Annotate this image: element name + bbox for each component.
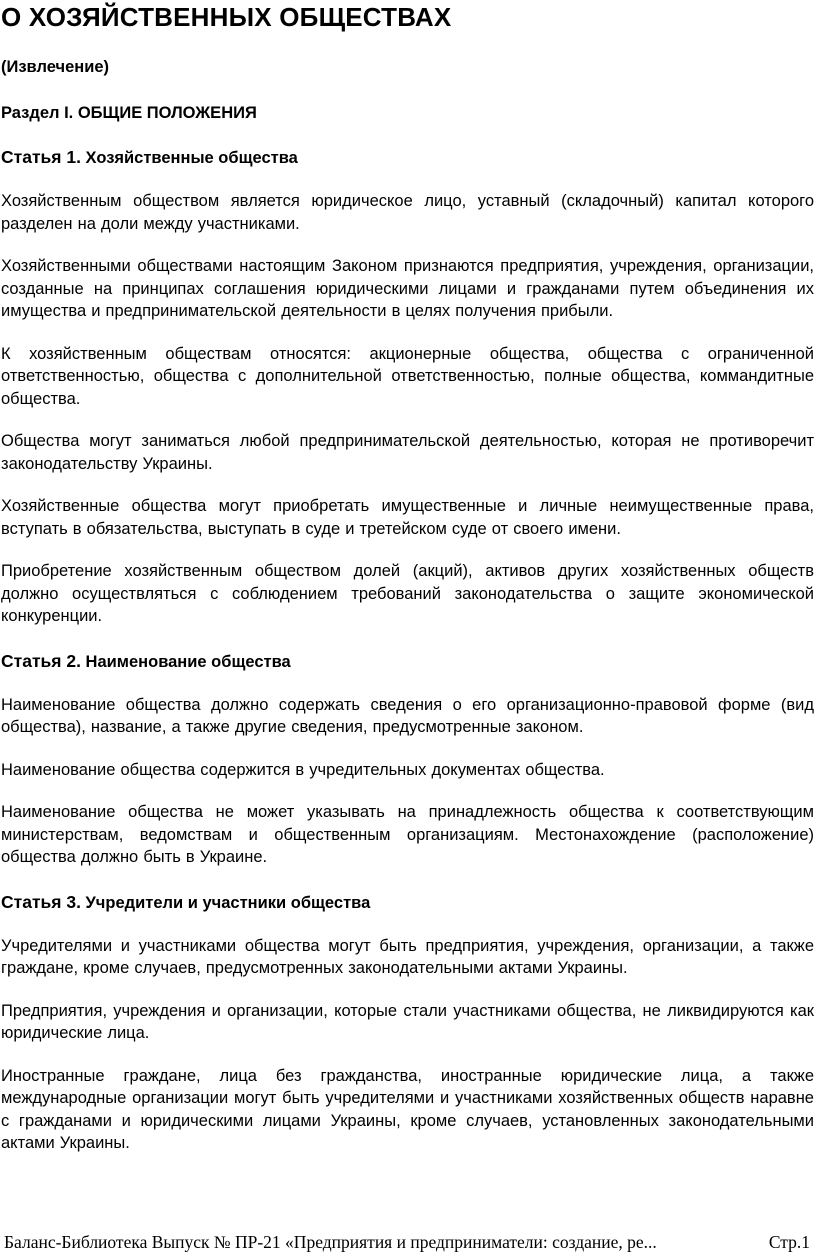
article-3-title: Учредители и участники общества [85,893,371,912]
paragraph: Наименование общества должно содержать сведения о его организационно-правовой форме (вид общества), название, а также другие сведения, предусмотренные законом. [1,695,814,736]
paragraph: Хозяйственными обществами настоящим Законом признаются предприятия, учреждения, организации, созданные на принципах соглашения юридическими лицами и гражданами путем объединения их имущества и предпринимательской деятельности в целях получения прибыли. [1,257,814,320]
footer-publication: Баланс-Библиотека Выпуск № ПР-21 «Предприятия и предприниматели: создание, ре... [4,1232,657,1252]
paragraph: Приобретение хозяйственным обществом долей (акций), активов других хозяйственных обществ должно осуществляться с соблюдением требований законодательства о защите экономической конкуренции. [1,562,814,625]
section-heading: Раздел I. ОБЩИЕ ПОЛОЖЕНИЯ [1,104,257,122]
paragraph: Наименование общества не может указывать на принадлежность общества к соответствующим министерствам, ведомствам и общественным организациям. Местонахождение (расположение) общества должно быть в Украине. [1,803,814,866]
paragraph: Учредителями и участниками общества могут быть предприятия, учреждения, организации, а также граждане, кроме случаев, предусмотренных законодательными актами Украины. [1,936,814,977]
article-1-label: Статья 1. [1,147,81,167]
paragraph: Хозяйственным обществом является юридическое лицо, уставный (складочный) капитал которого разделен на доли между участниками. [1,192,814,233]
paragraph: Иностранные граждане, лица без гражданства, иностранные юридические лица, а также международные организации могут быть учредителями и участниками хозяйственных обществ наравне с гражданами и юридическими лицами Украины, кроме случаев, установленных законодательными актами Украины. [1,1066,814,1152]
document-subtitle: (Извлечение) [1,58,110,76]
article-2-title: Наименование общества [85,652,291,671]
article-2-heading [1,650,814,673]
article-1-heading [1,146,814,169]
footer-page-number: Стр.1 [768,1232,810,1252]
article-3-label: Статья 3. [1,891,81,912]
article-3-heading [1,891,814,914]
document-title: О ХОЗЯЙСТВЕННЫХ ОБЩЕСТВАХ [1,2,452,32]
page-footer [4,1230,810,1254]
paragraph: Предприятия, учреждения и организации, которые стали участниками общества, не ликвидируются как юридические лица. [1,1001,814,1042]
paragraph: Общества могут заниматься любой предпринимательской деятельностью, которая не противоречит законодательству Украины. [1,432,814,473]
paragraph: Наименование общества содержится в учредительных документах общества. [1,760,605,779]
article-2-label: Статья 2. [1,650,81,671]
paragraph: К хозяйственным обществам относятся: акционерные общества, общества с ограниченной ответственностью, общества с дополнительной ответственностью, полные общества, коммандитные общества. [1,344,814,408]
article-1-title: Хозяйственные общества [85,149,298,167]
paragraph: Хозяйственные общества могут приобретать имущественные и личные неимущественные права, вступать в обязательства, выступать в суде и третейском суде от своего имени. [1,497,814,538]
